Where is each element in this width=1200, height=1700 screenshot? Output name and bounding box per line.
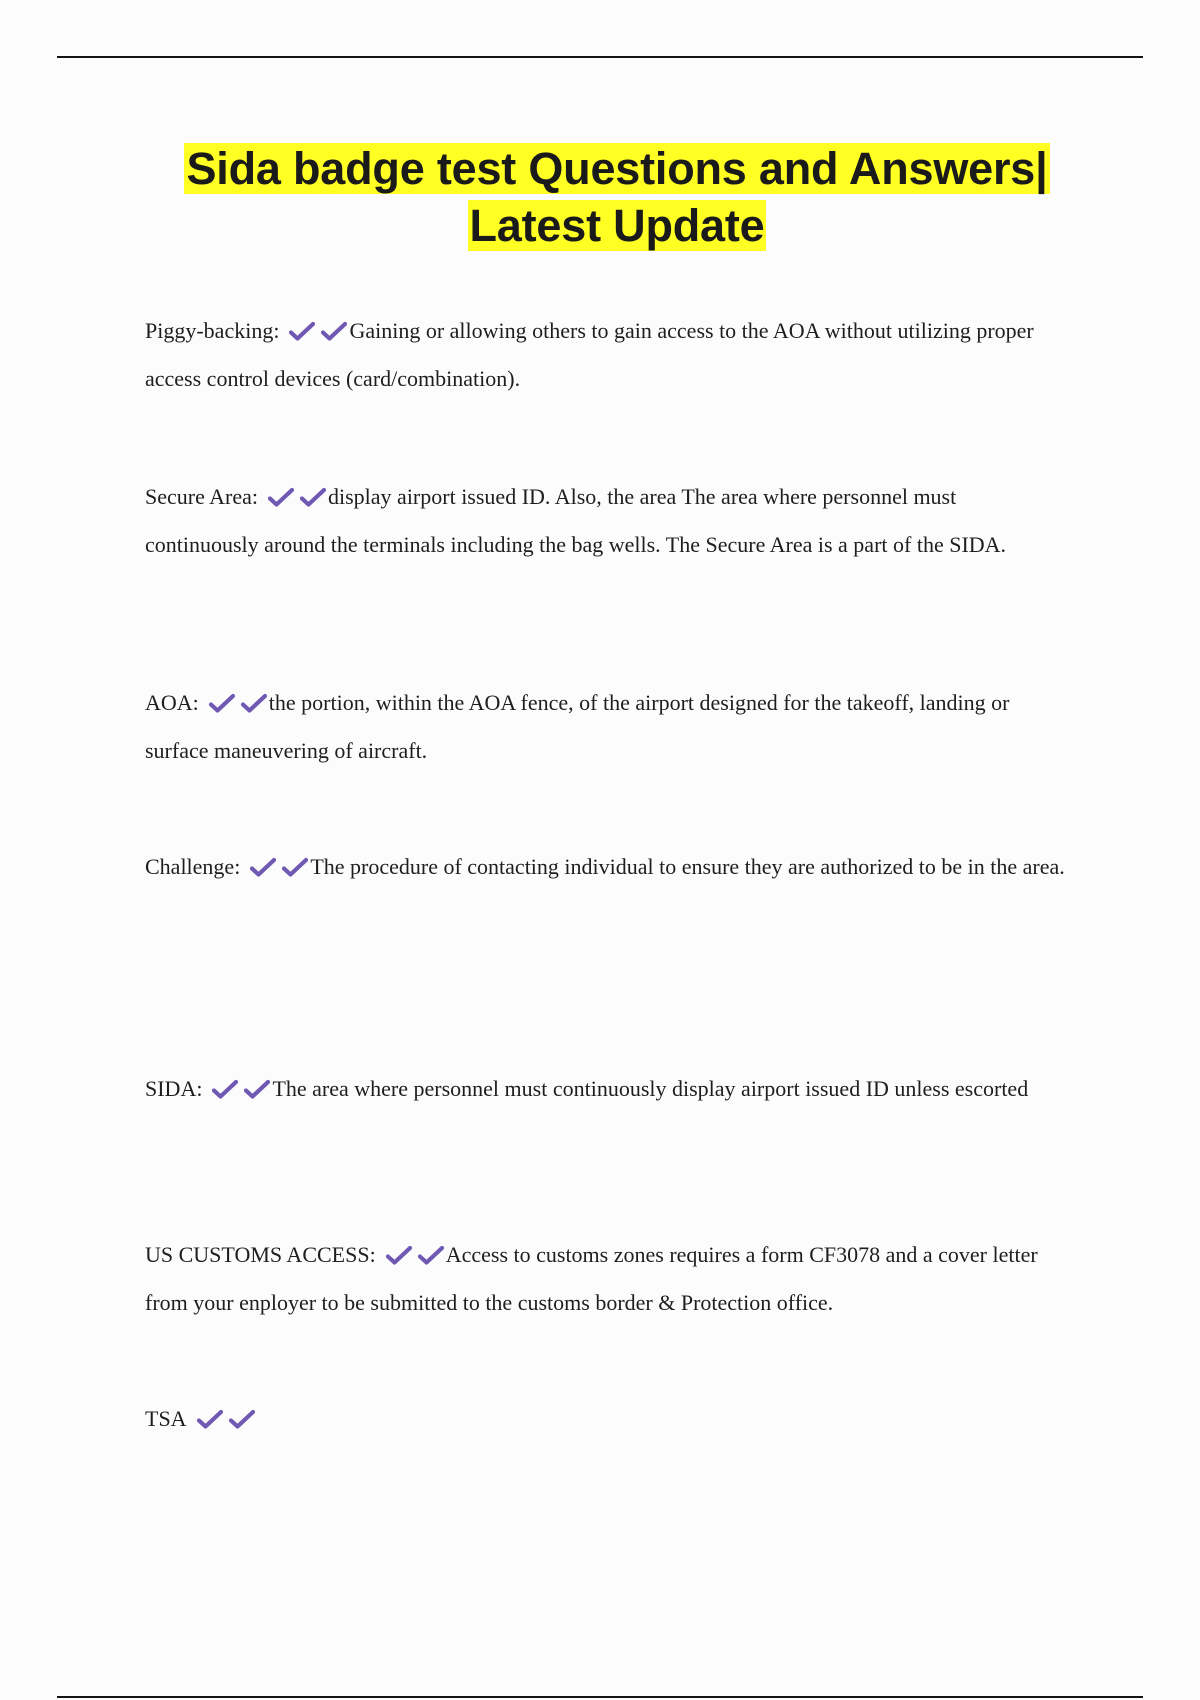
check-icon	[241, 692, 267, 714]
entry-definition: display airport issued ID. Also, the area The area where personnel must continuously around the terminals including the bag wells. The Secure Area is a part of the SIDA.	[145, 484, 1007, 557]
entry-sida	[145, 1067, 1075, 1115]
check-icon	[212, 1078, 238, 1100]
check-icon	[300, 486, 326, 508]
answer-checks	[212, 1071, 270, 1115]
entry-tsa	[145, 1397, 1075, 1445]
entry-definition: Access to customs zones requires a form CF3078 and a cover letter from your enployer to be submitted to the customs border & Protection office.	[145, 1242, 1038, 1315]
entry-aoa	[145, 681, 1075, 773]
entry-term: Challenge:	[145, 854, 241, 879]
answer-checks	[268, 479, 326, 523]
check-icon	[321, 320, 347, 342]
entry-term: TSA	[145, 1406, 187, 1431]
entry-definition: The procedure of contacting individual to ensure they are authorized to be in the area.	[310, 854, 1065, 879]
answer-checks	[289, 313, 347, 357]
entry-definition: Gaining or allowing others to gain access to the AOA without utilizing proper access control devices (card/combination).	[145, 318, 1034, 391]
document-title	[100, 140, 1134, 254]
bottom-rule	[57, 1696, 1143, 1698]
entry-term: SIDA:	[145, 1076, 203, 1101]
entry-term: US CUSTOMS ACCESS:	[145, 1242, 376, 1267]
entry-us-customs-access	[145, 1233, 1075, 1325]
check-icon	[229, 1408, 255, 1430]
entry-term: AOA:	[145, 690, 199, 715]
title-line-2: Latest Update	[469, 200, 765, 251]
check-icon	[209, 692, 235, 714]
entry-term: Piggy-backing:	[145, 318, 280, 343]
entry-definition: The area where personnel must continuously display airport issued ID unless escorted	[272, 1076, 1029, 1101]
check-icon	[418, 1244, 444, 1266]
entry-definition: the portion, within the AOA fence, of the airport designed for the takeoff, landing or surface maneuvering of aircraft.	[145, 690, 1010, 763]
check-icon	[282, 856, 308, 878]
answer-checks	[197, 1401, 255, 1445]
answer-checks	[209, 685, 267, 729]
check-icon	[386, 1244, 412, 1266]
entry-challenge	[145, 845, 1075, 893]
check-icon	[250, 856, 276, 878]
entry-secure-area	[145, 475, 1075, 567]
check-icon	[244, 1078, 270, 1100]
check-icon	[289, 320, 315, 342]
entry-term: Secure Area:	[145, 484, 258, 509]
title-line-1: Sida badge test Questions and Answers|	[186, 143, 1048, 194]
check-icon	[197, 1408, 223, 1430]
entry-piggy-backing	[145, 309, 1075, 401]
check-icon	[268, 486, 294, 508]
answer-checks	[386, 1237, 444, 1281]
top-rule	[57, 56, 1143, 58]
answer-checks	[250, 849, 308, 893]
